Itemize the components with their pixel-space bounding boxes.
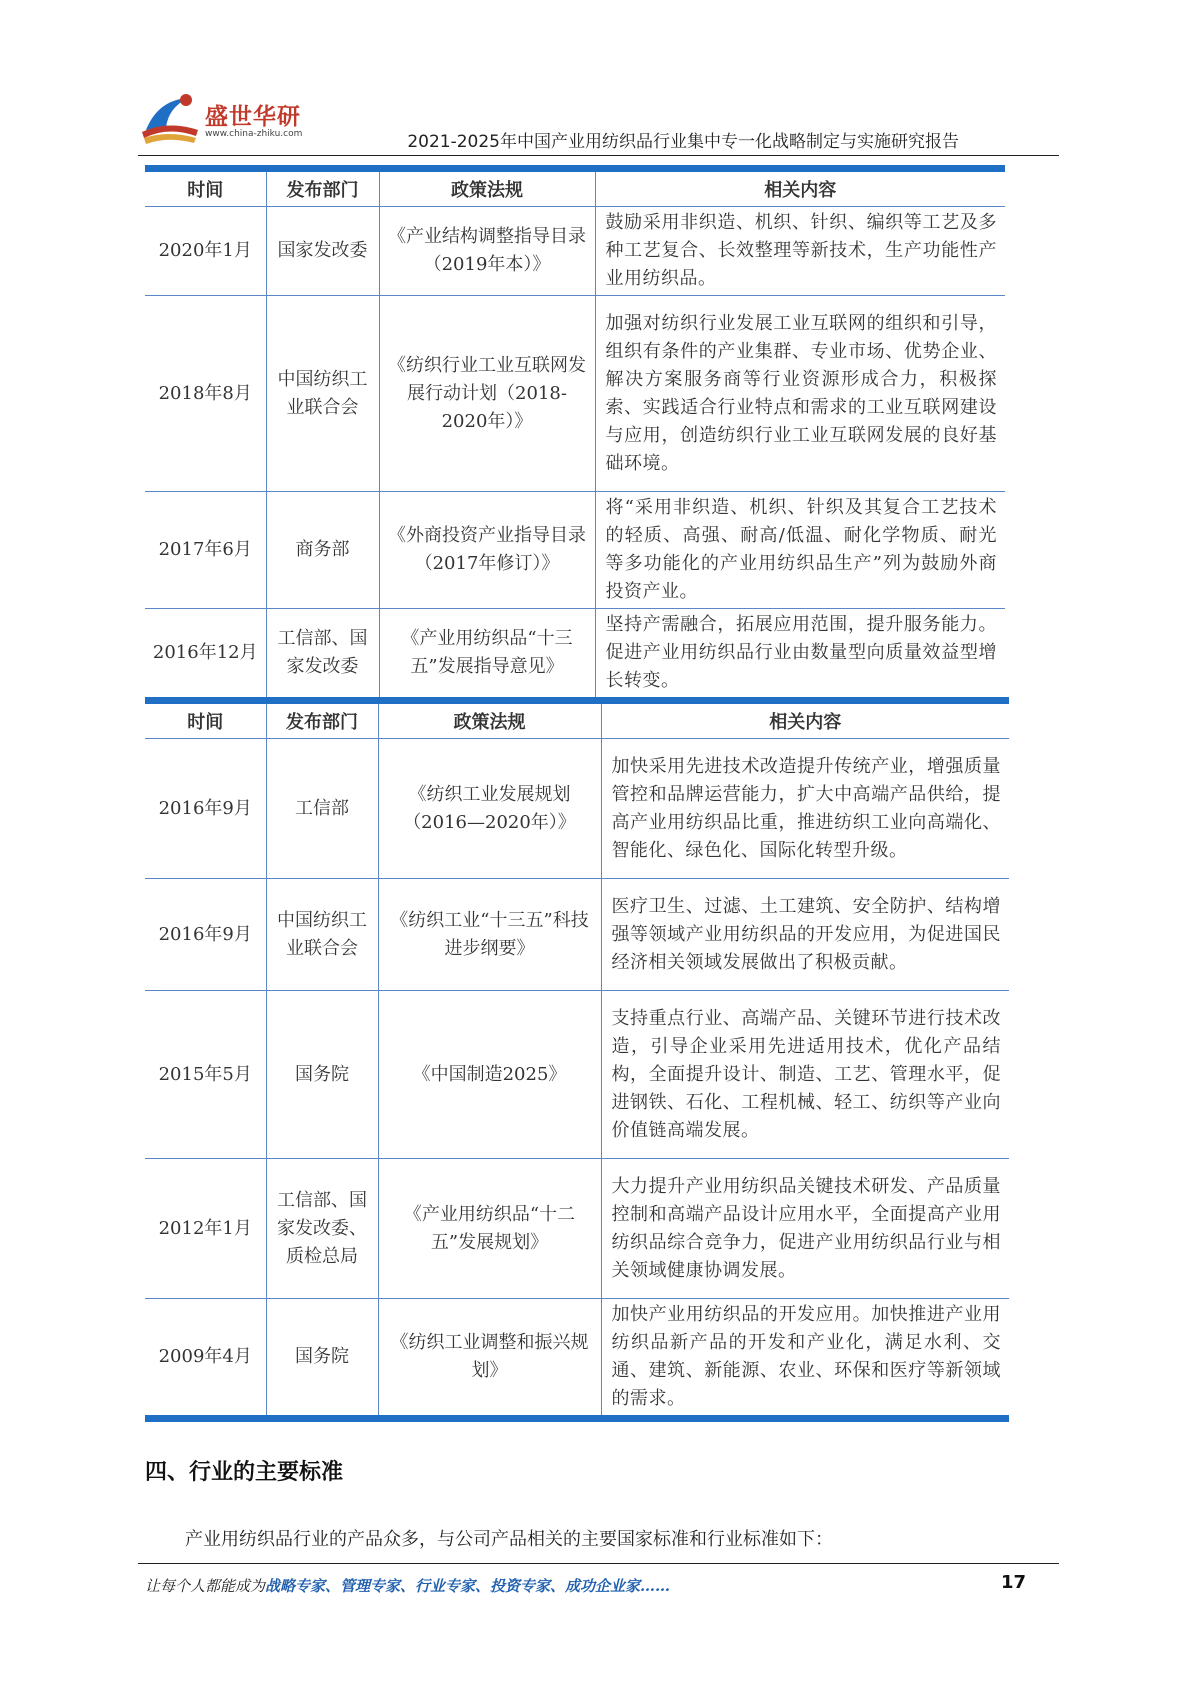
cell-content: 加快产业用纺织品的开发应用。加快推进产业用纺织品新产品的开发和产业化，满足水利、交通、建筑、新能源、农业、环保和医疗等新领域的需求。 [601, 1299, 1009, 1416]
table-header-row [145, 172, 1005, 207]
table-row [145, 991, 1009, 1159]
table-top-bar [145, 165, 1005, 172]
col-header-time: 时间 [145, 704, 266, 739]
page-number: 17 [1000, 1572, 1026, 1593]
table-header-row [145, 704, 1009, 739]
header-divider [138, 155, 1059, 156]
footer-slogan [145, 1575, 670, 1596]
cell-policy: 《产业用纺织品“十三五”发展指导意见》 [379, 609, 595, 698]
col-header-dept: 发布部门 [266, 172, 379, 207]
cell-policy: 《纺织行业工业互联网发展行动计划（2018-2020年）》 [379, 296, 595, 492]
cell-content: 支持重点行业、高端产品、关键环节进行技术改造，引导企业采用先进适用技术，优化产品结构，全面提升设计、制造、工艺、管理水平，促进钢铁、石化、工程机械、轻工、纺织等产业向价值链高端发展。 [601, 991, 1009, 1159]
table-row [145, 609, 1005, 698]
table-row [145, 207, 1005, 296]
col-header-dept: 发布部门 [266, 704, 378, 739]
cell-dept: 国务院 [266, 1299, 378, 1416]
cell-policy: 《中国制造2025》 [378, 991, 601, 1159]
table-bottom-bar [145, 1415, 1009, 1422]
col-header-policy: 政策法规 [378, 704, 601, 739]
report-title: 2021-2025年中国产业用纺织品行业集中专一化战略制定与实施研究报告 [407, 132, 959, 152]
cell-time: 2012年1月 [145, 1159, 266, 1299]
cell-time: 2018年8月 [145, 296, 266, 492]
cell-dept: 国家发改委 [266, 207, 379, 296]
cell-policy: 《产业用纺织品“十二五”发展规划》 [378, 1159, 601, 1299]
col-header-time: 时间 [145, 172, 266, 207]
cell-content: 医疗卫生、过滤、土工建筑、安全防护、结构增强等领域产业用纺织品的开发应用，为促进国民经济相关领域发展做出了积极贡献。 [601, 879, 1009, 991]
footer-prefix: 让每个人都能成为 [145, 1577, 266, 1595]
col-header-content: 相关内容 [601, 704, 1009, 739]
cell-time: 2009年4月 [158, 1346, 252, 1367]
cell-content: 坚持产需融合，拓展应用范围，提升服务能力。促进产业用纺织品行业由数量型向质量效益型增长转变。 [595, 609, 1005, 698]
logo-name: 盛世华研 [205, 104, 301, 130]
logo-url: www.china-zhiku.com [205, 129, 303, 139]
cell-dept: 工信部、国家发改委、质检总局 [266, 1159, 378, 1299]
table-row [145, 739, 1009, 879]
table-row [145, 1159, 1009, 1299]
cell-content: 大力提升产业用纺织品关键技术研发、产品质量控制和高端产品设计应用水平，全面提高产业用纺织品综合竞争力，促进产业用纺织品行业与相关领域健康协调发展。 [601, 1159, 1009, 1299]
cell-dept: 国务院 [266, 991, 378, 1159]
cell-policy: 《纺织工业“十三五”科技进步纲要》 [378, 879, 601, 991]
cell-content: 加强对纺织行业发展工业互联网的组织和引导，组织有条件的产业集群、专业市场、优势企业、解决方案服务商等行业资源形成合力，积极探索、实践适合行业特点和需求的工业互联网建设与应用，创造纺织行业工业互联网发展的良好基础环境。 [595, 296, 1005, 492]
cell-dept: 工信部、国家发改委 [266, 609, 379, 698]
cell-dept: 中国纺织工业联合会 [266, 296, 379, 492]
policy-table-2 [145, 697, 1009, 1422]
cell-time: 2015年5月 [145, 991, 266, 1159]
section-heading: 四、行业的主要标准 [145, 1460, 344, 1485]
table-top-bar [145, 697, 1009, 704]
cell-dept: 商务部 [266, 492, 379, 609]
cell-time: 2016年9月 [145, 879, 266, 991]
table-row [145, 1299, 1009, 1416]
cell-time: 2016年12月 [152, 642, 258, 663]
col-header-content: 相关内容 [595, 172, 1005, 207]
cell-policy: 《纺织工业发展规划（2016—2020年）》 [378, 739, 601, 879]
cell-content: 鼓励采用非织造、机织、针织、编织等工艺及多种工艺复合、长效整理等新技术，生产功能性产业用纺织品。 [595, 207, 1005, 296]
cell-policy: 《纺织工业调整和振兴规划》 [378, 1299, 601, 1416]
cell-time: 2016年9月 [145, 739, 266, 879]
table-row [145, 492, 1005, 609]
table-row [145, 879, 1009, 991]
col-header-policy: 政策法规 [379, 172, 595, 207]
body-paragraph: 产业用纺织品行业的产品众多，与公司产品相关的主要国家标准和行业标准如下： [185, 1529, 833, 1550]
cell-content: 将“采用非织造、机织、针织及其复合工艺技术的轻质、高强、耐高/低温、耐化学物质、耐光等多功能化的产业用纺织品生产”列为鼓励外商投资产业。 [595, 492, 1005, 609]
cell-dept: 工信部 [266, 739, 378, 879]
cell-policy: 《产业结构调整指导目录（2019年本）》 [379, 207, 595, 296]
cell-dept: 中国纺织工业联合会 [266, 879, 378, 991]
policy-table-1 [145, 165, 1005, 704]
table-row [145, 296, 1005, 492]
footer-highlight: 战略专家、管理专家、行业专家、投资专家、成功企业家…… [265, 1577, 671, 1595]
footer-divider [138, 1563, 1059, 1564]
cell-content: 加快采用先进技术改造提升传统产业，增强质量管控和品牌运营能力，扩大中高端产品供给，提高产业用纺织品比重，推进纺织工业向高端化、智能化、绿色化、国际化转型升级。 [601, 739, 1009, 879]
cell-time: 2017年6月 [145, 492, 266, 609]
cell-time: 2020年1月 [145, 207, 266, 296]
cell-policy: 《外商投资产业指导目录（2017年修订）》 [379, 492, 595, 609]
